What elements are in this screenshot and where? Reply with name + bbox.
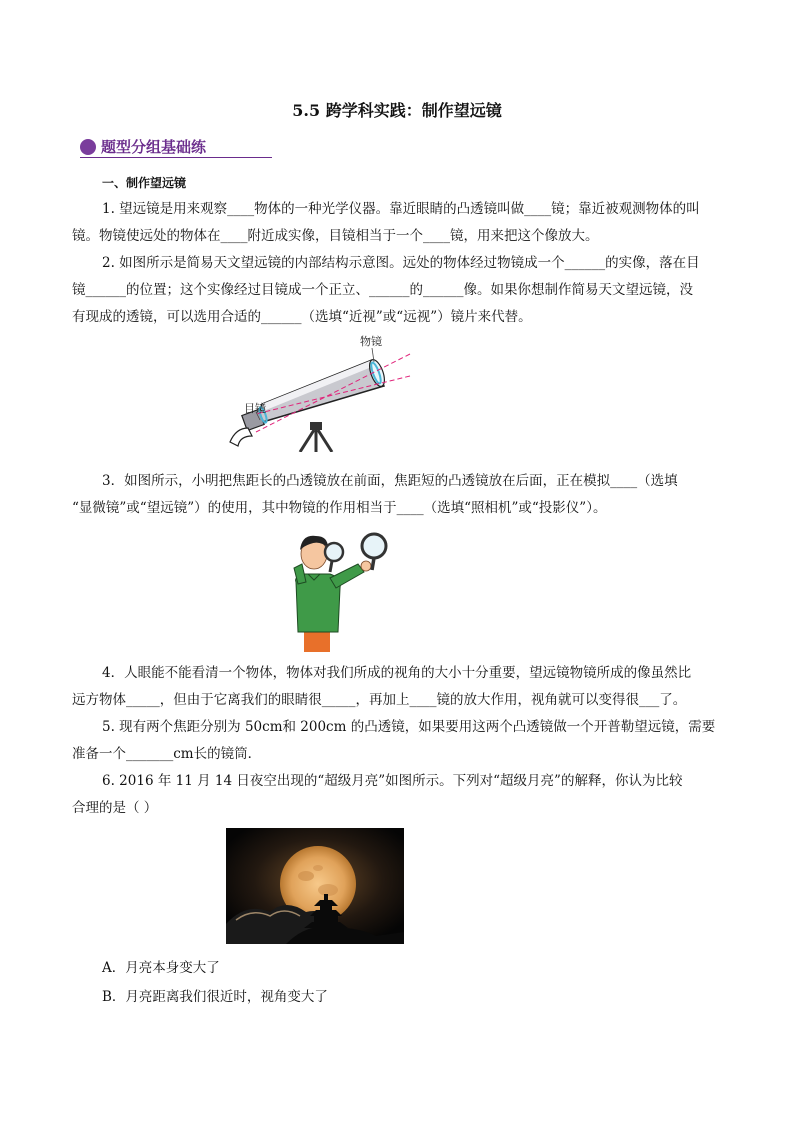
objective-label: 物镜	[360, 336, 382, 348]
question-5	[72, 714, 724, 768]
page-title: 5.5 跨学科实践：制作望远镜	[292, 101, 502, 120]
question-2-line-2: 镜______的位置；这个实像经过目镜成一个正立、______的______像。如果你想制作简易天文望远镜，没	[72, 282, 693, 298]
option-a[interactable]: A．月亮本身变大了	[102, 960, 220, 976]
question-6-line-1: 6. 2016 年 11 月 14 日夜空出现的“超级月亮”如图所示。下列对“超级月亮”的解释，你认为比较	[102, 773, 683, 789]
subsection-heading: 一、制作望远镜	[102, 176, 187, 190]
question-5-line-1: 5. 现有两个焦距分别为 50cm和 200cm 的凸透镜，如果要用这两个凸透镜做一个开普勒望远镜，需要	[102, 719, 716, 735]
telescope-diagram	[226, 332, 412, 452]
section-label: 题型分组基础练	[101, 138, 207, 156]
super-moon-photo	[226, 828, 404, 944]
question-3-line-2: “显微镜”或“望远镜”）的使用，其中物镜的作用相当于____（选填“照相机”或“投影仪”）。	[72, 500, 607, 516]
section-bullet-icon	[80, 139, 96, 155]
boy-with-lenses-illustration	[286, 528, 392, 652]
question-3	[72, 468, 724, 522]
question-2	[72, 250, 724, 331]
section-underline	[80, 157, 272, 158]
question-5-line-2: 准备一个_______cm长的镜筒．	[72, 746, 262, 762]
question-4-line-1: 4．人眼能不能看清一个物体，物体对我们所成的视角的大小十分重要，望远镜物镜所成的像虽然比	[102, 665, 692, 681]
eyepiece-label: 目镜	[244, 403, 266, 415]
question-2-line-1: 2. 如图所示是简易天文望远镜的内部结构示意图。远处的物体经过物镜成一个______的实像，落在目	[102, 255, 700, 271]
option-b[interactable]: B．月亮距离我们很近时，视角变大了	[102, 989, 328, 1005]
near-magnifier-icon	[325, 543, 343, 561]
question-3-line-1: 3．如图所示，小明把焦距长的凸透镜放在前面，焦距短的凸透镜放在后面，正在模拟____（选填	[102, 473, 678, 489]
far-magnifier-icon	[362, 534, 386, 558]
question-4-line-2: 远方物体_____，但由于它离我们的眼睛很_____，再加上____镜的放大作用，视角就可以变得很___了。	[72, 692, 687, 708]
question-6-line-2: 合理的是（ ）	[72, 800, 158, 816]
question-1-line-1: 1. 望远镜是用来观察____物体的一种光学仪器。靠近眼睛的凸透镜叫做____镜；靠近被观测物体的叫	[102, 201, 700, 217]
question-4	[72, 660, 724, 714]
telescope-tube	[242, 358, 388, 431]
tripod-icon	[300, 422, 332, 452]
question-6	[72, 768, 724, 822]
section-header	[80, 136, 272, 158]
question-1	[72, 196, 724, 250]
question-2-line-3: 有现成的透镜，可以选用合适的______（选填“近视”或“远视”）镜片来代替。	[72, 309, 532, 325]
question-1-line-2: 镜。物镜使远处的物体在____附近成实像，目镜相当于一个____镜，用来把这个像放大。	[72, 228, 599, 244]
observer-hand-icon	[230, 428, 252, 446]
